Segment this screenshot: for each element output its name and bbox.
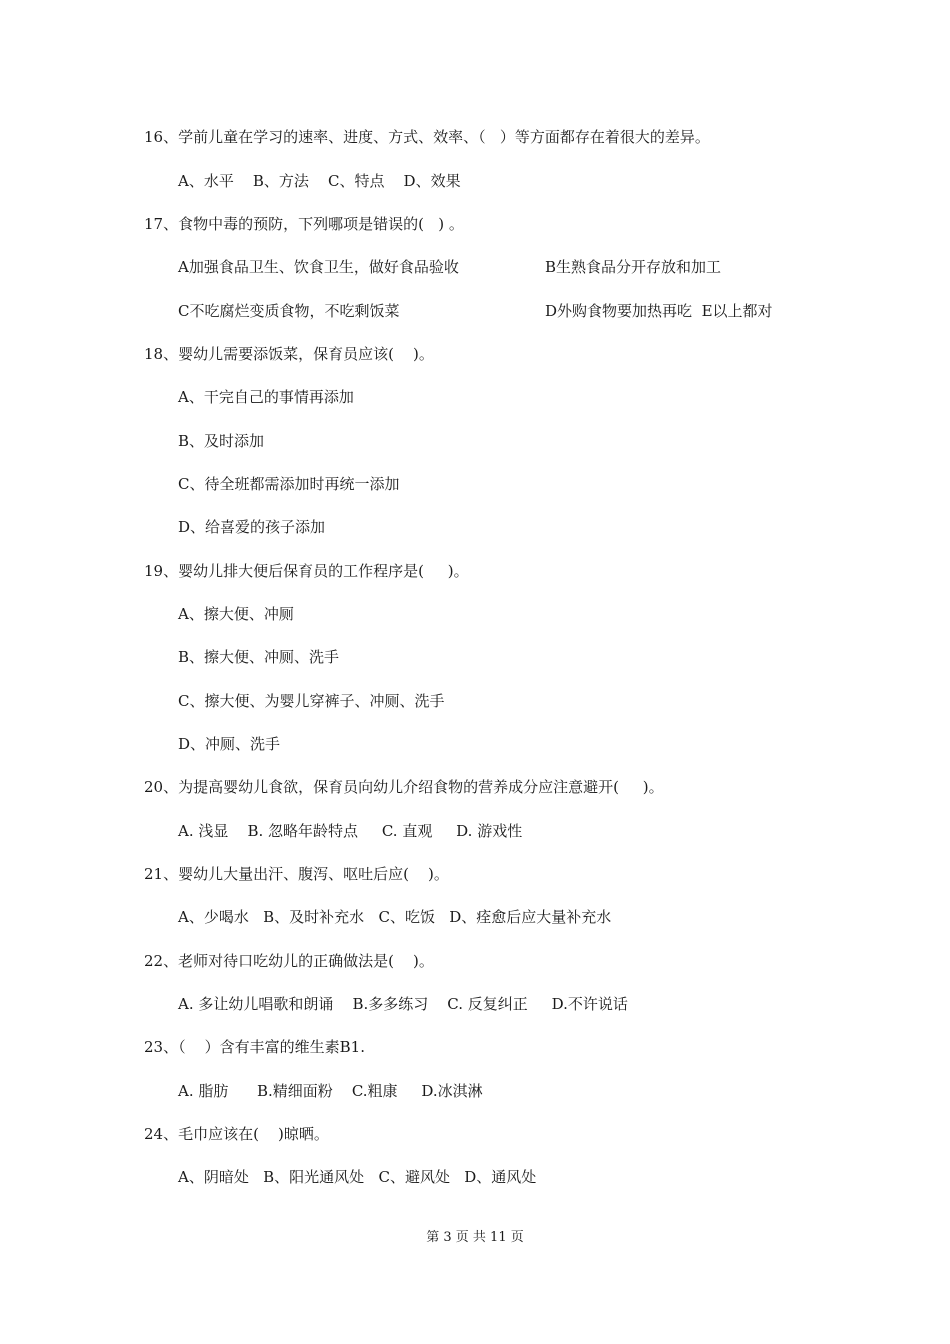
question-23-stem: 23、（ ）含有丰富的维生素B1. [144,1038,365,1056]
question-19-option-d: D、冲厕、洗手 [178,735,281,753]
question-18-option-b: B、及时添加 [178,432,265,450]
question-19-option-c: C、擦大便、为婴儿穿裤子、冲厕、洗手 [178,692,445,710]
question-17-option-b: B生熟食品分开存放和加工 [545,258,722,276]
question-22-options: A. 多让幼儿唱歌和朗诵 B.多多练习 C. 反复纠正 D.不许说话 [178,995,628,1013]
question-17-option-c: C不吃腐烂变质食物，不吃剩饭菜 [178,302,400,320]
question-24-options: A、阴暗处 B、阳光通风处 C、避风处 D、通风处 [178,1168,537,1186]
question-21-options: A、少喝水 B、及时补充水 C、吃饭 D、痊愈后应大量补充水 [178,908,612,926]
question-20-stem: 20、为提高婴幼儿食欲，保育员向幼儿介绍食物的营养成分应注意避开( )。 [144,778,664,796]
question-16-stem: 16、学前儿童在学习的速率、进度、方式、效率、（ ）等方面都存在着很大的差异。 [144,128,710,146]
question-18-stem: 18、婴幼儿需要添饭菜，保育员应该( )。 [144,345,434,363]
question-24-stem: 24、毛巾应该在( )晾晒。 [144,1125,329,1143]
question-21-stem: 21、婴幼儿大量出汗、腹泻、呕吐后应( )。 [144,865,449,883]
question-20-options: A. 浅显 B. 忽略年龄特点 C. 直观 D. 游戏性 [178,822,523,840]
question-17-stem: 17、食物中毒的预防，下列哪项是错误的( ) 。 [144,215,464,233]
question-18-option-a: A、干完自己的事情再添加 [178,388,354,406]
question-19-option-a: A、擦大便、冲厕 [178,605,294,623]
question-18-option-c: C、待全班都需添加时再统一添加 [178,475,400,493]
question-17-option-a: A加强食品卫生、饮食卫生，做好食品验收 [178,258,459,276]
question-17-option-d: D外购食物要加热再吃 E以上都对 [545,302,773,320]
question-16-options: A、水平 B、方法 C、特点 D、效果 [178,172,461,190]
question-19-option-b: B、擦大便、冲厕、洗手 [178,648,340,666]
question-19-stem: 19、婴幼儿排大便后保育员的工作程序是( )。 [144,562,469,580]
question-23-options: A. 脂肪 B.精细面粉 C.粗康 D.冰淇淋 [178,1082,483,1100]
question-22-stem: 22、老师对待口吃幼儿的正确做法是( )。 [144,952,434,970]
page-number-footer: 第 3 页 共 11 页 [426,1230,524,1245]
question-18-option-d: D、给喜爱的孩子添加 [178,518,326,536]
